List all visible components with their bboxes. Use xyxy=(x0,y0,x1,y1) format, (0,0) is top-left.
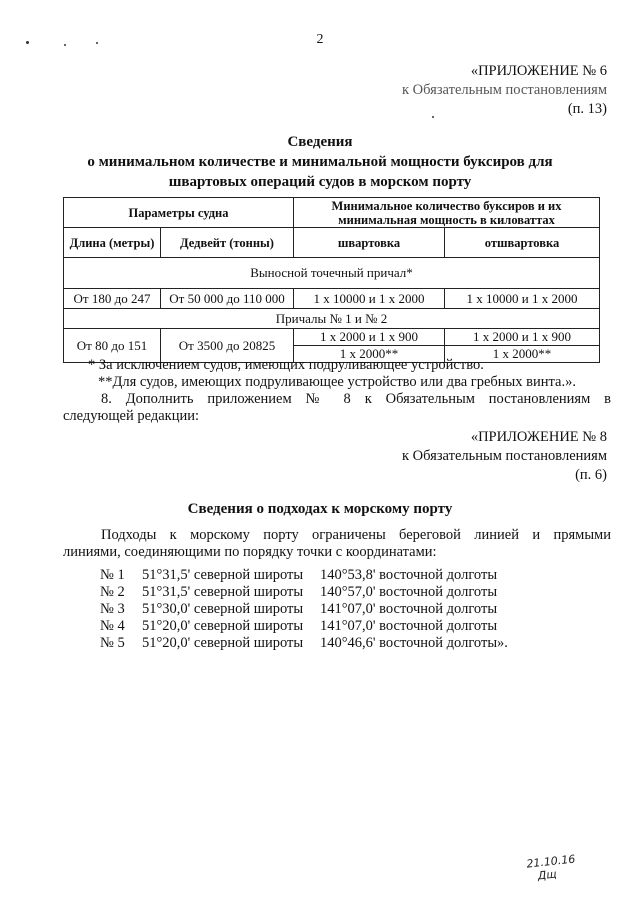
list-item xyxy=(100,567,508,584)
table-row xyxy=(64,289,600,309)
cell-length: От 180 до 247 xyxy=(64,289,161,309)
signature-date: 21.10.16 xyxy=(525,852,576,871)
heading-line: Сведения xyxy=(287,134,353,150)
header-min-tugs: Минимальное количество буксиров и их минимальная мощность в киловаттах xyxy=(294,198,600,228)
point-number: № 2 xyxy=(100,584,125,600)
point-longitude: 141°07,0' восточной долготы xyxy=(320,601,498,617)
item8-line: 8. Дополнить приложением № 8 к Обязательным постановлениям в xyxy=(101,391,611,407)
point-longitude: 140°57,0' восточной долготы xyxy=(320,584,498,600)
point-number: № 1 xyxy=(100,567,125,583)
footnotes-and-item8 xyxy=(63,357,611,425)
appendix-6-clause: (п. 13) xyxy=(567,101,607,117)
header-unmooring: отшвартовка xyxy=(445,228,600,258)
point-number: № 4 xyxy=(100,618,125,634)
handwritten-signature xyxy=(526,853,577,884)
page-number: 2 xyxy=(316,32,324,47)
heading-tug-info xyxy=(0,132,640,192)
cell-unmooring: 1 х 2000** xyxy=(445,346,600,363)
approach-line: линиями, соединяющими по порядку точки с координатами: xyxy=(63,544,437,560)
section-berths: Причалы № 1 и № 2 xyxy=(64,309,600,329)
appendix-8-title: «ПРИЛОЖЕНИЕ № 8 xyxy=(470,429,607,445)
cell-unmooring: 1 х 10000 и 1 х 2000 xyxy=(445,289,600,309)
header-vessel-params: Параметры судна xyxy=(64,198,294,228)
heading-line: о минимальном количестве и минимальной мощности буксиров для xyxy=(87,154,553,170)
approach-text xyxy=(63,527,611,561)
point-number: № 5 xyxy=(100,635,125,651)
coordinates-list xyxy=(100,567,508,652)
section-offshore-berth: Выносной точечный причал* xyxy=(64,258,600,289)
heading-approaches: Сведения о подходах к морскому порту xyxy=(187,501,453,517)
point-latitude: 51°20,0' северной широты xyxy=(142,618,304,634)
list-item xyxy=(100,601,508,618)
appendix-6-header xyxy=(402,62,607,119)
approach-line: Подходы к морскому порту ограничены береговой линией и прямыми xyxy=(101,527,611,543)
list-item xyxy=(100,618,508,635)
cell-length: От 80 до 151 xyxy=(64,329,161,363)
table-row xyxy=(64,329,600,346)
appendix-8-header xyxy=(402,428,607,485)
point-longitude: 140°53,8' восточной долготы xyxy=(320,567,498,583)
appendix-6-title: «ПРИЛОЖЕНИЕ № 6 xyxy=(470,63,607,79)
header-mooring: швартовка xyxy=(294,228,445,258)
cell-mooring: 1 х 2000** xyxy=(294,346,445,363)
header-length: Длина (метры) xyxy=(64,228,161,258)
point-latitude: 51°31,5' северной широты xyxy=(142,584,304,600)
list-item xyxy=(100,584,508,601)
footnote: * За исключением судов, имеющих подруливающее устройство. xyxy=(88,357,484,373)
cell-deadweight: От 3500 до 20825 xyxy=(161,329,294,363)
heading-line: швартовых операций судов в морском порту xyxy=(168,174,472,190)
point-latitude: 51°20,0' северной широты xyxy=(142,635,304,651)
header-deadweight: Дедвейт (тонны) xyxy=(161,228,294,258)
cell-deadweight: От 50 000 до 110 000 xyxy=(161,289,294,309)
item8-line: следующей редакции: xyxy=(63,408,200,424)
point-latitude: 51°30,0' северной широты xyxy=(142,601,304,617)
cell-mooring: 1 х 10000 и 1 х 2000 xyxy=(294,289,445,309)
cell-mooring: 1 х 2000 и 1 х 900 xyxy=(294,329,445,346)
footnote: **Для судов, имеющих подруливающее устройство или два гребных винта.». xyxy=(98,374,576,390)
appendix-8-ref: к Обязательным постановлениям xyxy=(402,448,607,464)
point-longitude: 140°46,6' восточной долготы». xyxy=(320,635,508,651)
appendix-6-ref: к Обязательным постановлениям xyxy=(402,82,607,98)
point-number: № 3 xyxy=(100,601,125,617)
cell-unmooring: 1 х 2000 и 1 х 900 xyxy=(445,329,600,346)
tug-requirements-table xyxy=(63,197,600,363)
list-item xyxy=(100,635,508,652)
point-latitude: 51°31,5' северной широты xyxy=(142,567,304,583)
appendix-8-clause: (п. 6) xyxy=(575,467,607,483)
signature-initials: Дщ xyxy=(537,867,558,883)
point-longitude: 141°07,0' восточной долготы xyxy=(320,618,498,634)
